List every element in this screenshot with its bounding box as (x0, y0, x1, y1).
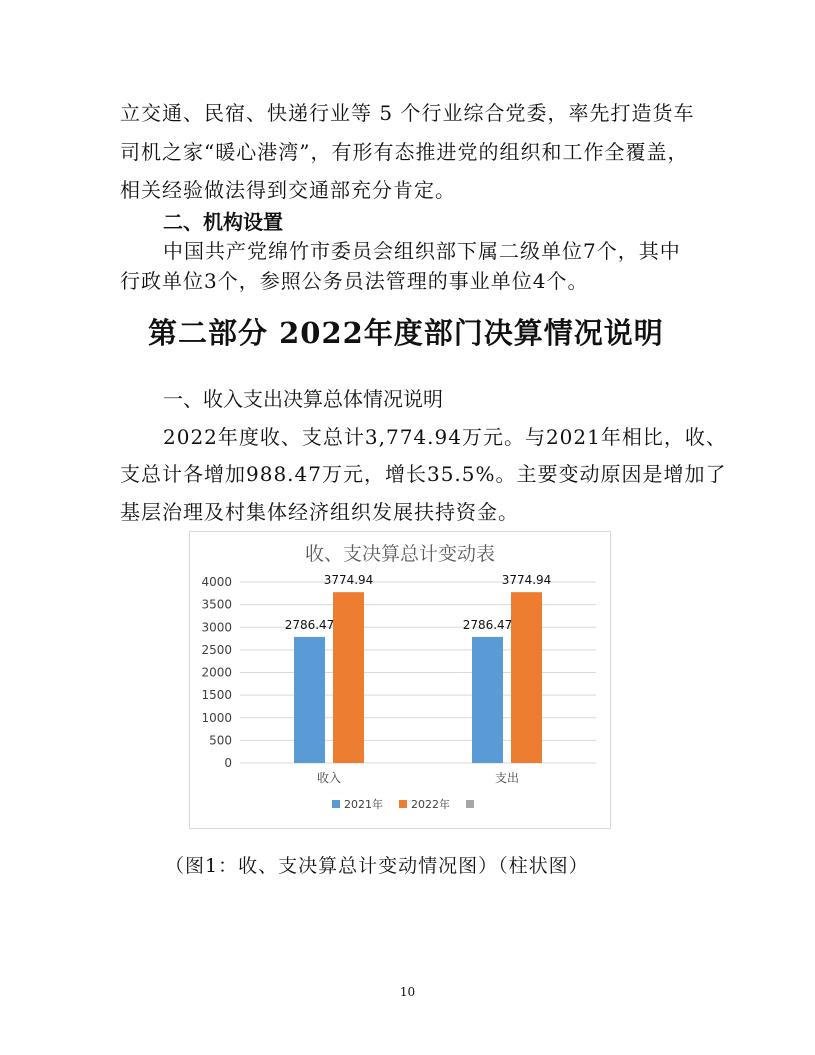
chart-title: 收、支决算总计变动表 (304, 543, 496, 565)
bar-2021年-收入 (294, 637, 325, 763)
part-title: 第二部分 2022年度部门决算情况说明 (148, 316, 664, 350)
legend-swatch (399, 800, 407, 808)
para-line-2: 支总计各增加988.47万元，增长35.5%。主要变动原因是增加了 (120, 462, 727, 486)
y-tick-label: 500 (209, 733, 232, 748)
chart-container (189, 531, 611, 829)
para-line-3: 基层治理及村集体经济组织发展扶持资金。 (120, 500, 519, 524)
intro-line-3: 相关经验做法得到交通部充分肯定。 (120, 178, 456, 202)
bar-2022年-支出 (511, 592, 542, 763)
y-tick-label: 3500 (201, 597, 232, 612)
bar-chart (190, 532, 610, 828)
y-tick-label: 1000 (201, 710, 232, 725)
legend-label: 2021年 (344, 798, 383, 811)
page-number: 10 (399, 985, 416, 999)
bar-2022年-收入 (333, 592, 364, 763)
data-label: 3774.94 (323, 573, 374, 588)
x-category-label: 支出 (494, 771, 520, 785)
y-tick-label: 2500 (201, 642, 232, 657)
legend-swatch (466, 800, 474, 808)
y-tick-label: 4000 (201, 575, 232, 589)
y-tick-label: 1500 (201, 688, 232, 703)
legend-swatch (332, 800, 340, 808)
para-line-1: 2022年度收、支总计3,774.94万元。与2021年相比，收、 (163, 425, 727, 449)
x-category-label: 收入 (316, 771, 342, 785)
data-label: 3774.94 (501, 573, 552, 588)
section2-line-1: 中国共产党绵竹市委员会组织部下属二级单位7个，其中 (163, 239, 681, 263)
intro-line-1: 立交通、民宿、快递行业等 5 个行业综合党委，率先打造货车 (120, 101, 695, 125)
legend-label: 2022年 (411, 798, 450, 811)
y-tick-label: 2000 (201, 665, 232, 680)
figure-caption: （图1：收、支决算总计变动情况图）（柱状图） (165, 855, 589, 877)
section-heading-institution: 二、机构设置 (163, 210, 283, 234)
data-label: 2786.47 (462, 617, 513, 632)
data-label: 2786.47 (284, 617, 335, 632)
bar-2021年-支出 (472, 637, 503, 763)
y-tick-label: 0 (224, 756, 232, 770)
subsection-heading: 一、收入支出决算总体情况说明 (163, 387, 443, 411)
section2-line-2: 行政单位3个，参照公务员法管理的事业单位4个。 (120, 269, 589, 293)
intro-line-2: 司机之家“暖心港湾”，有形有态推进党的组织和工作全覆盖， (120, 140, 689, 164)
y-tick-label: 3000 (201, 620, 232, 635)
